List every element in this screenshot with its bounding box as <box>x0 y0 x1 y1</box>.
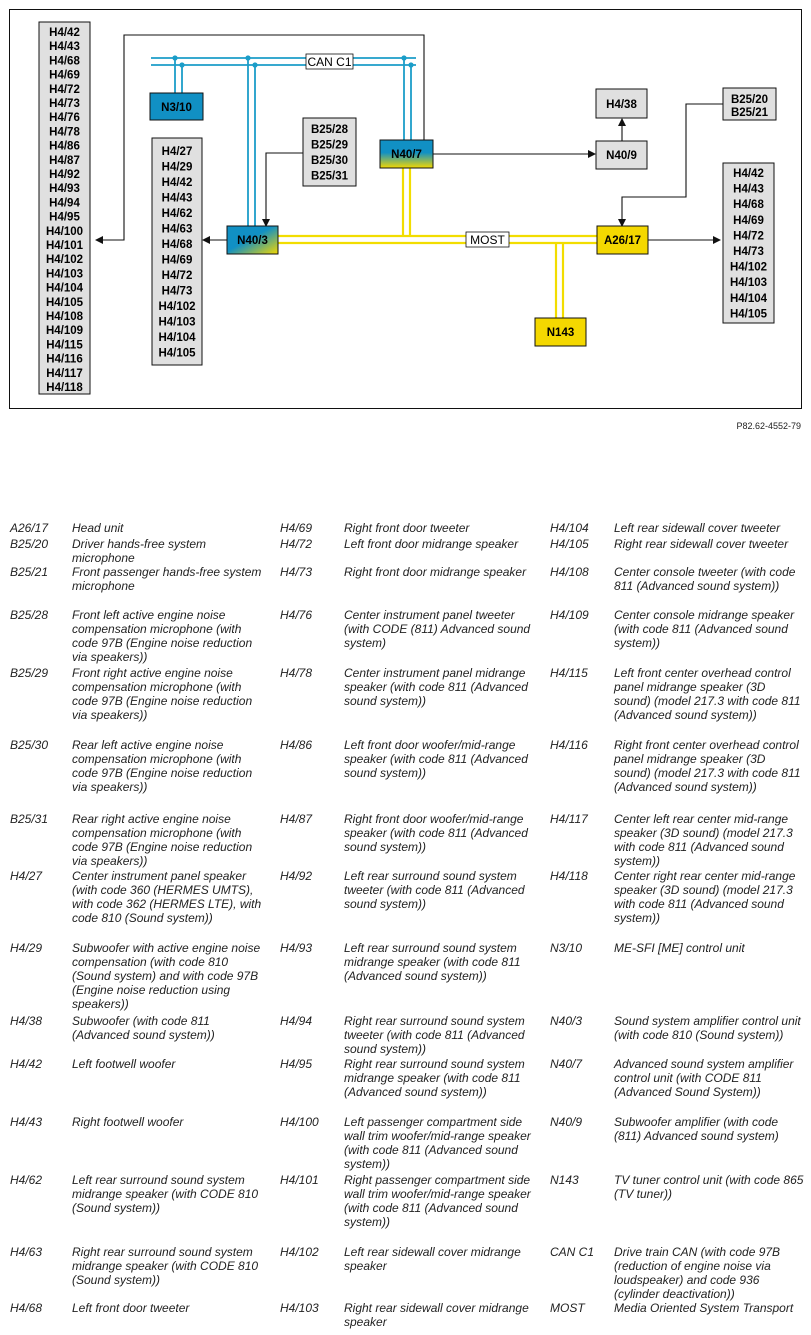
legend-description: Center right rear center mid-range speaker (3D sound) (model 217.3 with code 811 (Advanced sound system)) <box>614 869 796 925</box>
legend-description: Center instrument panel midrange speaker (with code 811 (Advanced sound system)) <box>344 666 528 708</box>
legend-code: A26/17 <box>10 521 49 535</box>
legend-code: H4/101 <box>280 1173 319 1187</box>
legend-description: Left rear sidewall cover midrange speaker <box>344 1245 521 1273</box>
legend-description: Right rear surround sound system midrange speaker (with CODE 810 (Sound system)) <box>72 1245 259 1287</box>
component-label: H4/101 <box>45 240 84 252</box>
legend-description: Left rear surround sound system midrange speaker (with code 811 (Advanced sound system)) <box>344 941 521 983</box>
legend-code: H4/103 <box>280 1301 319 1315</box>
component-label: H4/117 <box>46 367 83 380</box>
legend-code: H4/63 <box>10 1245 43 1259</box>
legend-code: B25/21 <box>10 565 49 579</box>
node-h438-label: H4/38 <box>606 99 637 111</box>
b2520-mic-group <box>731 94 769 119</box>
legend-description: Head unit <box>72 521 124 535</box>
legend-description: Front passenger hands-free system microphone <box>72 565 262 593</box>
legend-code: H4/27 <box>10 869 43 883</box>
legend-description: Front left active engine noise compensation microphone (with code 97B (Engine noise reduction via speakers)) <box>72 608 253 664</box>
can-bus-label: CAN C1 <box>307 55 352 69</box>
most-bus-label: MOST <box>470 233 505 247</box>
legend-code: N40/9 <box>550 1115 583 1129</box>
component-label: H4/72 <box>161 270 193 282</box>
component-label: H4/43 <box>161 192 193 205</box>
legend-description: Left rear surround sound system tweeter (with code 811 (Advanced sound system)) <box>344 869 525 911</box>
legend-code: H4/42 <box>10 1057 43 1071</box>
legend-code: H4/115 <box>550 666 588 680</box>
component-label: H4/105 <box>729 308 768 321</box>
node-n143-label: N143 <box>546 327 575 339</box>
component-label: H4/29 <box>161 161 193 174</box>
component-label: H4/118 <box>46 382 83 394</box>
legend-description: ME-SFI [ME] control unit <box>614 941 745 955</box>
component-label: H4/105 <box>158 347 196 360</box>
legend-description: TV tuner control unit (with code 865 (TV tuner)) <box>614 1173 804 1201</box>
legend-code: CAN C1 <box>550 1245 595 1259</box>
legend-code: H4/95 <box>280 1057 313 1071</box>
legend-description: Advanced sound system amplifier control unit (with CODE 811 (Advanced Sound System)) <box>614 1057 794 1099</box>
component-label: H4/102 <box>158 301 196 313</box>
network-diagram <box>0 0 811 420</box>
legend-description: Rear right active engine noise compensation microphone (with code 97B (Engine noise reduction via speakers)) <box>72 812 253 868</box>
legend-description: Sound system amplifier control unit (with code 810 (Sound system)) <box>614 1014 801 1042</box>
legend-description: Drive train CAN (with code 97B (reduction of engine noise via loudspeaker) and code 936 (cylinder deactivation)) <box>614 1245 781 1301</box>
legend-code: H4/76 <box>280 608 313 622</box>
component-label: B25/28 <box>310 124 349 136</box>
legend-code: MOST <box>550 1301 585 1315</box>
legend-code: H4/69 <box>280 521 313 535</box>
most-bus <box>278 168 597 318</box>
legend-code: H4/43 <box>10 1115 43 1129</box>
component-label: H4/63 <box>161 223 193 236</box>
legend-code: H4/38 <box>10 1014 43 1028</box>
legend-description: Left rear surround sound system midrange speaker (with CODE 810 (Sound system)) <box>72 1173 259 1215</box>
legend-description: Center instrument panel speaker (with code 360 (HERMES UMTS), with code 362 (HERMES LTE), with code 810 (Sound system)) <box>72 869 262 925</box>
legend-code: H4/93 <box>280 941 313 955</box>
legend-code: H4/105 <box>550 537 589 551</box>
legend-description: Subwoofer with active engine noise compensation (with code 810 (Sound system) and with code 97B (Engine noise reduction using speakers)) <box>72 941 261 1011</box>
legend-code: H4/87 <box>280 812 313 826</box>
legend-description: Right front center overhead control panel midrange speaker (3D sound) (model 217.3 with code 811 (Advanced sound system)) <box>614 738 801 794</box>
legend-description: Right front door tweeter <box>344 521 470 535</box>
legend-description: Right rear surround sound system midrange speaker (with code 811 (Advanced sound system)) <box>344 1057 525 1099</box>
component-label: H4/76 <box>49 112 80 125</box>
legend-description: Left front door woofer/mid-range speaker (with code 811 (Advanced sound system)) <box>344 738 528 780</box>
component-label: H4/93 <box>49 183 80 196</box>
legend-code: H4/72 <box>280 537 313 551</box>
component-label: H4/86 <box>49 140 80 153</box>
legend-description: Right rear sidewall cover midrange speaker <box>344 1301 529 1329</box>
component-label: B25/31 <box>310 170 349 183</box>
component-label: H4/104 <box>45 282 84 295</box>
component-label: H4/43 <box>49 41 80 54</box>
component-label: H4/73 <box>49 98 80 110</box>
legend-description: Center console tweeter (with code 811 (Advanced sound system)) <box>614 565 796 593</box>
component-label: H4/103 <box>729 277 768 290</box>
legend-code: H4/117 <box>550 812 588 826</box>
component-label: H4/68 <box>733 199 764 212</box>
component-label: B25/30 <box>310 155 349 167</box>
legend-description: Left front door midrange speaker <box>344 537 519 551</box>
component-label: H4/73 <box>733 246 764 258</box>
legend-code: N3/10 <box>550 941 583 955</box>
legend-code: H4/86 <box>280 738 313 752</box>
legend-code: B25/31 <box>10 812 49 826</box>
legend-description: Media Oriented System Transport <box>614 1301 794 1315</box>
legend-description: Right passenger compartment side wall trim woofer/mid-range speaker (with code 811 (Advanced sound system)) <box>344 1173 531 1229</box>
legend-code: H4/73 <box>280 565 313 579</box>
legend-code: H4/102 <box>280 1245 319 1259</box>
component-label: H4/73 <box>161 285 193 298</box>
component-label: H4/27 <box>161 146 193 158</box>
legend-code: H4/116 <box>550 738 588 752</box>
component-label: H4/102 <box>45 254 84 267</box>
component-label: H4/92 <box>49 169 80 181</box>
component-label: H4/68 <box>161 239 193 251</box>
component-label: H4/104 <box>158 332 196 344</box>
component-label: H4/42 <box>161 177 193 189</box>
legend-code: H4/109 <box>550 608 589 622</box>
node-n407-label: N40/7 <box>391 149 422 161</box>
legend-code: H4/29 <box>10 941 43 955</box>
legend-code: B25/20 <box>10 537 49 551</box>
legend-code: H4/100 <box>280 1115 319 1129</box>
component-label: H4/105 <box>45 296 84 309</box>
legend-code: N40/7 <box>550 1057 583 1071</box>
node-n403-label: N40/3 <box>237 235 268 247</box>
legend-description: Subwoofer (with code 811 (Advanced sound system)) <box>72 1014 215 1042</box>
legend-code: B25/29 <box>10 666 49 680</box>
legend-description: Right footwell woofer <box>72 1115 184 1129</box>
legend-description: Center console midrange speaker (with code 811 (Advanced sound system)) <box>614 608 795 650</box>
legend-description: Center instrument panel tweeter (with CODE (811) Advanced sound system) <box>344 608 531 650</box>
component-label: B25/20 <box>730 94 769 106</box>
legend-description: Right rear sidewall cover tweeter <box>614 537 789 551</box>
legend-code: N143 <box>550 1173 579 1187</box>
component-label: B25/21 <box>730 107 769 119</box>
component-label: H4/69 <box>49 69 80 82</box>
legend-code: B25/28 <box>10 608 49 622</box>
component-label: H4/103 <box>158 316 196 329</box>
component-label: H4/72 <box>733 230 764 243</box>
legend-description: Left front center overhead control panel midrange speaker (3D sound) (model 217.3 with code 811 (Advanced sound system)) <box>614 666 801 722</box>
diagram-frame <box>10 10 802 409</box>
component-label: H4/95 <box>49 211 80 224</box>
component-label: H4/108 <box>45 311 84 323</box>
legend-description: Driver hands-free system microphone <box>72 537 207 565</box>
legend-code: H4/78 <box>280 666 313 680</box>
component-label: H4/68 <box>49 55 80 68</box>
component-label: H4/42 <box>733 168 764 180</box>
legend-description: Left front door tweeter <box>72 1301 190 1315</box>
legend-description: Left footwell woofer <box>72 1057 176 1071</box>
legend-code: H4/108 <box>550 565 589 579</box>
legend-description: Center left rear center mid-range speaker (3D sound) (model 217.3 with code 811 (Advanced sound system)) <box>614 812 793 868</box>
component-label: H4/69 <box>161 254 193 267</box>
component-label: H4/72 <box>49 83 80 96</box>
legend-description: Right rear surround sound system tweeter (with code 811 (Advanced sound system)) <box>344 1014 525 1056</box>
component-label: H4/115 <box>46 339 83 352</box>
component-label: H4/102 <box>729 261 768 274</box>
component-label: H4/42 <box>49 27 80 39</box>
legend-code: H4/62 <box>10 1173 43 1187</box>
component-label: H4/104 <box>729 292 768 305</box>
legend-description: Rear left active engine noise compensation microphone (with code 97B (Engine noise reduction via speakers)) <box>72 738 253 794</box>
legend-code: H4/68 <box>10 1301 43 1315</box>
component-label: H4/109 <box>45 325 84 338</box>
component-label: H4/43 <box>733 183 764 196</box>
component-label: H4/100 <box>45 225 84 238</box>
legend-description: Right front door woofer/mid-range speaker (with code 811 (Advanced sound system)) <box>344 812 528 854</box>
figure-reference: P82.62-4552-79 <box>736 421 801 431</box>
legend-description: Left passenger compartment side wall trim woofer/mid-range speaker (with code 811 (Advanced sound system)) <box>344 1115 531 1171</box>
component-label: H4/62 <box>161 208 193 220</box>
legend-description: Subwoofer amplifier (with code (811) Advanced sound system) <box>614 1115 779 1143</box>
legend-code: B25/30 <box>10 738 49 752</box>
component-label: H4/87 <box>49 154 80 167</box>
legend-description: Right front door midrange speaker <box>344 565 527 579</box>
legend-code: H4/104 <box>550 521 589 535</box>
component-label: B25/29 <box>310 139 349 152</box>
component-label: H4/78 <box>49 126 80 139</box>
component-label: H4/69 <box>733 214 764 227</box>
legend-code: H4/118 <box>550 869 588 883</box>
node-a2617-label: A26/17 <box>603 235 642 247</box>
legend-code: N40/3 <box>550 1014 583 1028</box>
legend-description: Front right active engine noise compensation microphone (with code 97B (Engine noise reduction via speakers)) <box>72 666 253 722</box>
component-label: H4/103 <box>45 268 84 281</box>
component-label: H4/94 <box>49 197 80 210</box>
legend-description: Left rear sidewall cover tweeter <box>614 521 781 535</box>
component-label: H4/116 <box>46 353 83 366</box>
legend-code: H4/94 <box>280 1014 313 1028</box>
node-n409-label: N40/9 <box>606 150 637 162</box>
legend-code: H4/92 <box>280 869 313 883</box>
node-n310-label: N3/10 <box>161 102 192 114</box>
